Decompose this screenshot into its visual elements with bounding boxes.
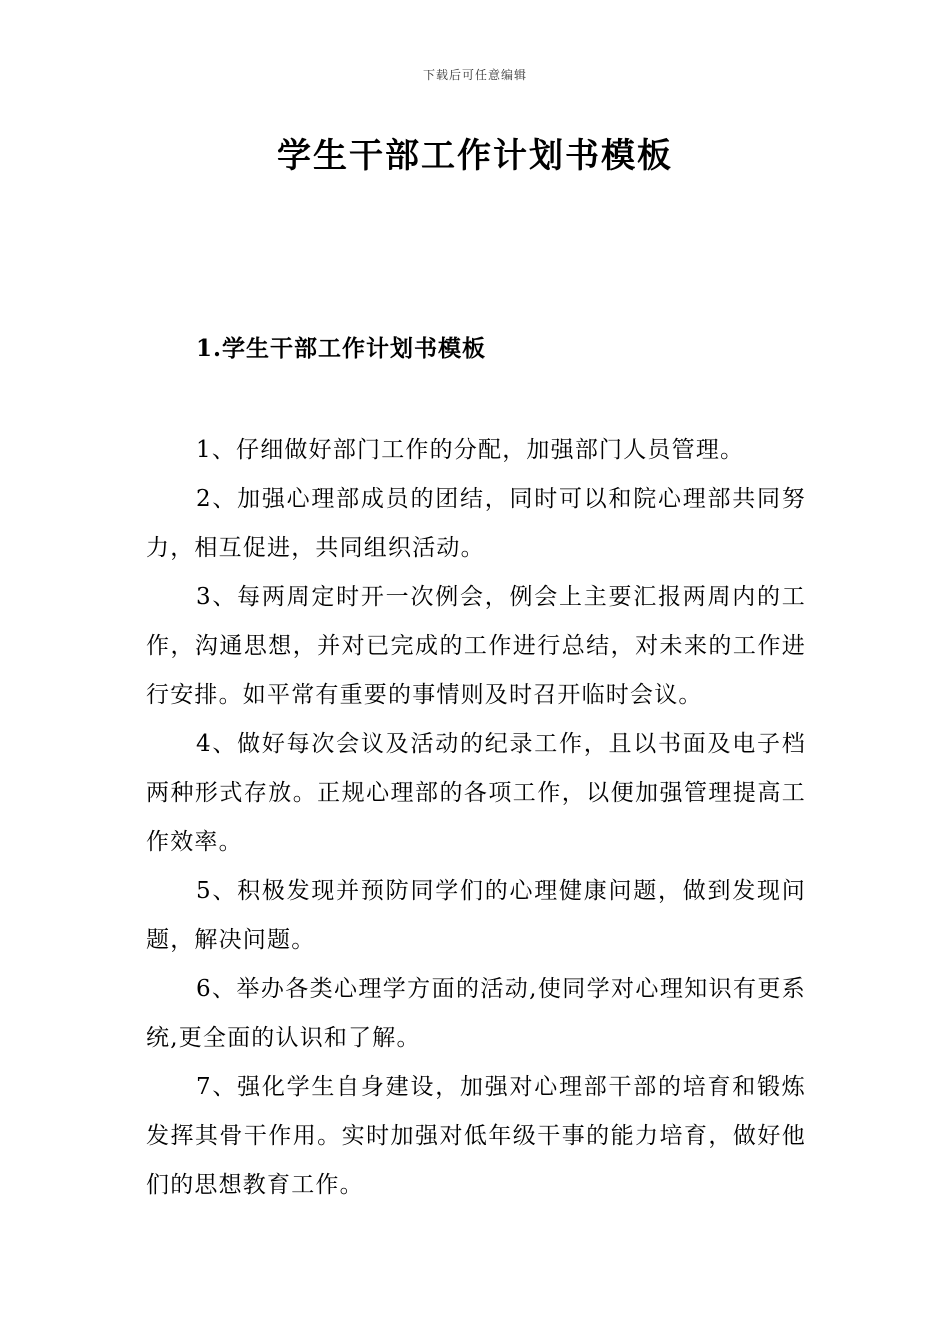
document-title: 学生干部工作计划书模板 [277, 136, 673, 176]
paragraph-2: 2、加强心理部成员的团结，同时可以和院心理部共同努力，相互促进，共同组织活动。 [146, 486, 806, 561]
section-heading: 1.学生干部工作计划书模板 [196, 335, 487, 362]
paragraph-4: 4、做好每次会议及活动的纪录工作，且以书面及电子档两种形式存放。正规心理部的各项工作，以便加强管理提高工作效率。 [146, 731, 806, 855]
paragraph-3: 3、每两周定时开一次例会，例会上主要汇报两周内的工作，沟通思想，并对已完成的工作进行总结，对未来的工作进行安排。如平常有重要的事情则及时召开临时会议。 [146, 584, 806, 708]
paragraph-7: 7、强化学生自身建设，加强对心理部干部的培育和锻炼发挥其骨干作用。实时加强对低年级干事的能力培育，做好他们的思想教育工作。 [146, 1074, 806, 1198]
document-body [146, 426, 806, 1210]
paragraph-6: 6、举办各类心理学方面的活动,使同学对心理知识有更系统,更全面的认识和了解。 [146, 976, 806, 1051]
paragraph-5: 5、积极发现并预防同学们的心理健康问题，做到发现问题，解决问题。 [146, 878, 806, 953]
header-note: 下载后可任意编辑 [422, 68, 527, 82]
paragraph-1: 1、仔细做好部门工作的分配，加强部门人员管理。 [196, 437, 745, 463]
